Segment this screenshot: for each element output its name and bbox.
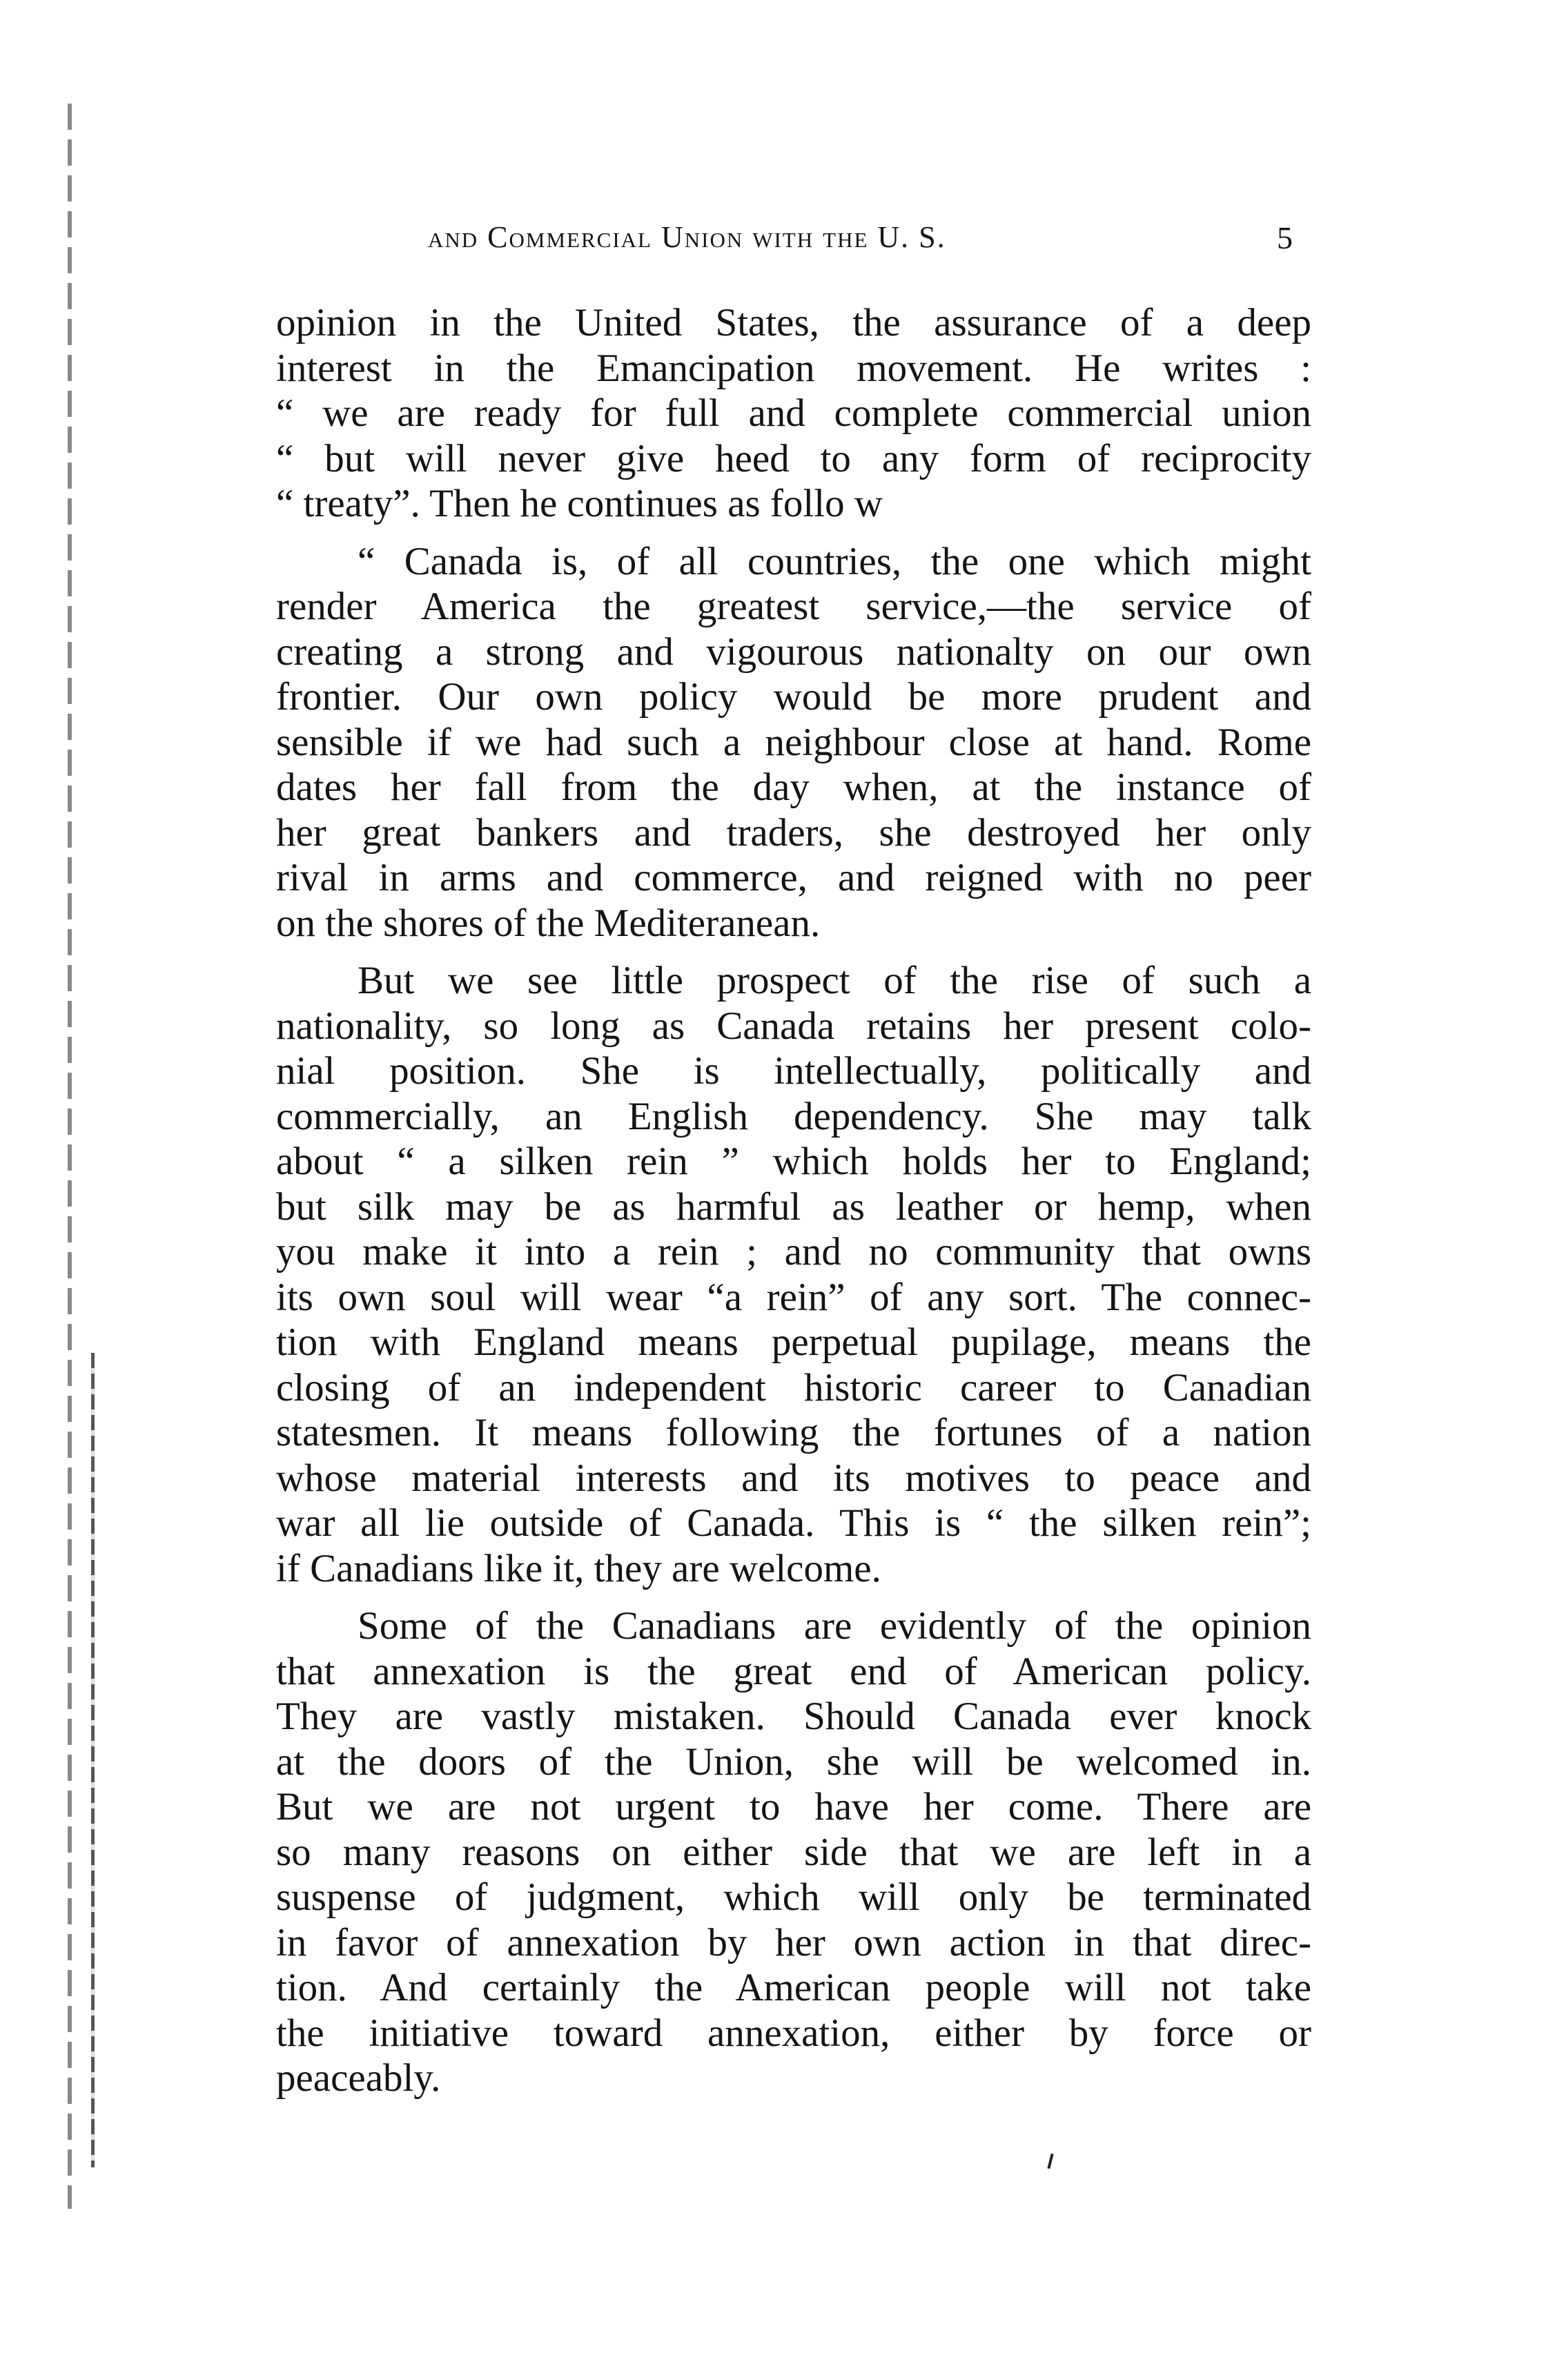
text-line: dates her fall from the day when, at the instance of: [276, 765, 1311, 809]
text-line: war all lie outside of Canada. This is “ the silken rein”;: [276, 1501, 1311, 1545]
text-line: the initiative toward annexation, either by force or: [276, 2011, 1311, 2055]
text-line: about “ a silken rein ” which holds her to England;: [276, 1140, 1311, 1183]
text-line: commercially, an English dependency. She may talk: [276, 1094, 1311, 1138]
scan-gutter-edge: [68, 104, 72, 2209]
text-line: in favor of annexation by her own action in that direc-: [276, 1920, 1311, 1964]
text-line: statesmen. It means following the fortunes of a nation: [276, 1411, 1311, 1454]
text-line: on the shores of the Mediteranean.: [276, 901, 821, 945]
text-line: “ we are ready for full and complete commercial union: [276, 391, 1311, 435]
text-line: nationality, so long as Canada retains her present colo-: [276, 1004, 1311, 1048]
running-head-title: and Commercial Union with the U. S.: [428, 220, 946, 254]
text-line: suspense of judgment, which will only be terminated: [276, 1875, 1311, 1919]
text-line: its own soul will wear “a rein” of any sort. The connec-: [276, 1275, 1311, 1319]
body-text: [276, 300, 1311, 2114]
scan-gutter-shadow: [91, 1353, 95, 2167]
paragraph-3: [276, 958, 1311, 1591]
text-line: if Canadians like it, they are welcome.: [276, 1546, 881, 1590]
text-line: “ but will never give heed to any form of reciprocity: [276, 436, 1311, 480]
text-line: But we see little prospect of the rise of such a: [358, 959, 1311, 1002]
text-line: rival in arms and commerce, and reigned with no peer: [276, 856, 1311, 899]
text-line: peaceably.: [276, 2056, 441, 2100]
text-line: you make it into a rein ; and no community that owns: [276, 1230, 1311, 1274]
paragraph-2-quotation: [276, 539, 1311, 946]
ink-speck: [1047, 2154, 1053, 2169]
text-line: opinion in the United States, the assurance of a deep: [276, 301, 1311, 344]
text-line: interest in the Emancipation movement. He writes :: [276, 346, 1311, 390]
text-line: “ Canada is, of all countries, the one which might: [358, 539, 1311, 583]
text-line: tion. And certainly the American people will not take: [276, 1966, 1311, 2009]
text-line: frontier. Our own policy would be more prudent and: [276, 675, 1311, 719]
text-line: sensible if we had such a neighbour close at hand. Rome: [276, 720, 1311, 764]
text-line: They are vastly mistaken. Should Canada ever knock: [276, 1695, 1311, 1738]
page-number: 5: [1277, 220, 1293, 255]
text-line: “ treaty”. Then he continues as follo w: [276, 482, 883, 525]
text-line: tion with England means perpetual pupilage, means the: [276, 1320, 1311, 1364]
text-line: at the doors of the Union, she will be welcomed in.: [276, 1739, 1311, 1784]
paragraph-4: [276, 1603, 1311, 2101]
text-line: But we are not urgent to have her come. There are: [276, 1785, 1311, 1828]
text-line: closing of an independent historic career to Canadian: [276, 1365, 1311, 1410]
text-line: render America the greatest service,—the service of: [276, 585, 1311, 628]
text-line: so many reasons on either side that we are left in a: [276, 1830, 1311, 1874]
text-line: nial position. She is intellectually, politically and: [276, 1049, 1311, 1093]
text-line: her great bankers and traders, she destroyed her only: [276, 810, 1311, 855]
text-line: Some of the Canadians are evidently of the opinion: [358, 1604, 1311, 1648]
text-line: creating a strong and vigourous nationalty on our own: [276, 630, 1311, 674]
text-line: whose material interests and its motives to peace and: [276, 1456, 1311, 1500]
text-line: but silk may be as harmful as leather or hemp, when: [276, 1184, 1311, 1229]
paragraph-1: [276, 300, 1311, 527]
text-line: that annexation is the great end of American policy.: [276, 1649, 1311, 1693]
